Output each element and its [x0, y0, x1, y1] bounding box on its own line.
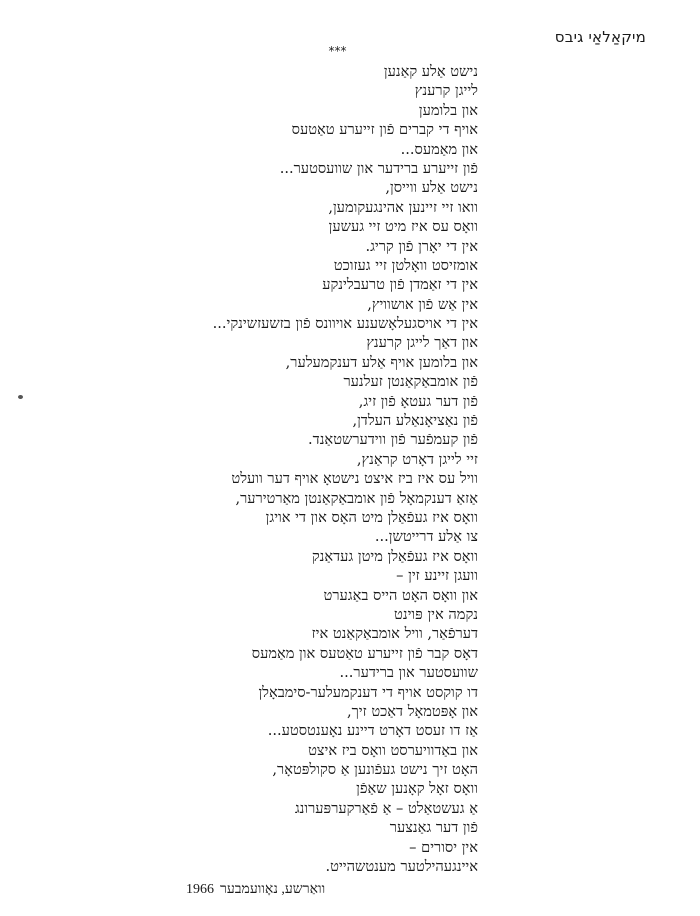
poem-body: [8, 62, 478, 876]
poem-line: זיי לייגן דאָרט קראַנץ,: [356, 450, 478, 468]
poem-line: שוועסטער און ברידער...: [339, 664, 478, 682]
poem-line: פֿון דער געטאָ פֿון זיג,: [358, 392, 478, 410]
scan-speck: [18, 395, 23, 399]
poem-line: דאָס קבר פֿון זייערע טאַטעס און מאַמעס: [251, 644, 478, 662]
poem-line: וויל עס איז ביז איצט נישטאָ אויף דער וועלט: [231, 470, 478, 488]
poem-line: פֿון קעמפֿער פֿון ווידערשטאַנד.: [308, 431, 478, 449]
poem-line: וואָס איז געפֿאַלן מיטן געדאַנק: [311, 547, 478, 565]
poem-line: און וואָס האָט הייס באַגערט: [323, 586, 478, 604]
poem-line: אין אַש פֿון אושוויץ,: [367, 295, 478, 313]
poem-line: וואו זיי זיינען אהינגעקומען,: [328, 198, 478, 216]
poem-line: אין די יאָרן פֿון קריג.: [365, 237, 478, 255]
poem-line: און באַדוויערסט וואָס ביז איצט: [308, 741, 478, 759]
dateline-place-month: וואַרשע, נאָוועמבער: [220, 882, 326, 897]
poem-line: נישט אַלע קאַנען: [383, 63, 478, 80]
section-separator: ***: [328, 44, 347, 58]
poem-line: דערפֿאַר, וויל אומבאַקאַנט איז: [311, 625, 478, 643]
poem-line: איינגעהילטער מענטשהייט.: [325, 858, 478, 876]
poem-line: נקמה אין פּוינט: [394, 605, 478, 623]
poem-line: און אָפּטמאָל דאַכט זיך,: [346, 702, 478, 720]
poem-line: האָט זיך נישט געפֿונען אַ סקולפּטאָר,: [272, 761, 478, 779]
poem-line: פֿון זייערע ברידער און שוועסטער...: [279, 159, 478, 177]
poem-line: און בלומען אויף אַלע דענקמעלער,: [285, 353, 478, 371]
dateline: [186, 882, 325, 898]
poem-line: אומזיסט וואָלטן זיי געזוכט: [333, 256, 478, 274]
poem-line: דו קוקסט אויף די דענקמעלער-סימבאָלן: [258, 683, 478, 701]
poem-line: וועגן זיינע זין –: [396, 567, 478, 585]
poem-line: וואָס עס איז מיט זיי געשען: [328, 218, 478, 236]
poem-line: צו אַלע דרייטשן...: [374, 528, 478, 546]
poem-line: וואָס איז געפֿאַלן מיט האָס און די אויגן: [265, 508, 478, 526]
poem-line: נישט אַלע ווייסן,: [385, 179, 478, 197]
poem-line: אַזאַ דענקמאָל פֿון אומבאַקאַנטן מאַרטירער,: [235, 489, 478, 507]
poem-line: און מאַמעס...: [400, 140, 478, 158]
dateline-year: 1966: [186, 882, 214, 897]
poem-line: וואָס זאָל קאָנען שאַפֿן: [356, 780, 478, 798]
poem-line: פֿון אומבאַקאַנטן זעלנער: [343, 373, 478, 391]
poem-line: אין די זאַמדן פֿון טרעבלינקע: [322, 276, 478, 294]
poem-line: און דאַך לייגן קרענץ: [366, 334, 478, 352]
poem-line: פֿון נאַציאָנאַלע העלדן,: [352, 412, 478, 430]
poem-line: אין די אויסגעלאָשענע אויוונס פֿון בזשעזשינקי...: [212, 315, 478, 333]
poem-line: פֿון דער גאַנצער: [389, 819, 478, 837]
poem-line: אַז דו זעסט דאָרט דיינע נאָענטסטע...: [267, 722, 478, 740]
poem-line: אויף די קברים פֿון זייערע טאַטעס: [291, 121, 478, 139]
poem-line: אין יסורים –: [409, 838, 478, 856]
poem-line: און בלומען: [418, 101, 478, 119]
author-name: מיקאַלאַי גיבס: [554, 28, 646, 46]
poem-line: לייגן קרענץ: [414, 82, 478, 100]
poem-line: אַ געשטאַלט – אַ פֿאַרקערפּערונג: [294, 799, 478, 817]
